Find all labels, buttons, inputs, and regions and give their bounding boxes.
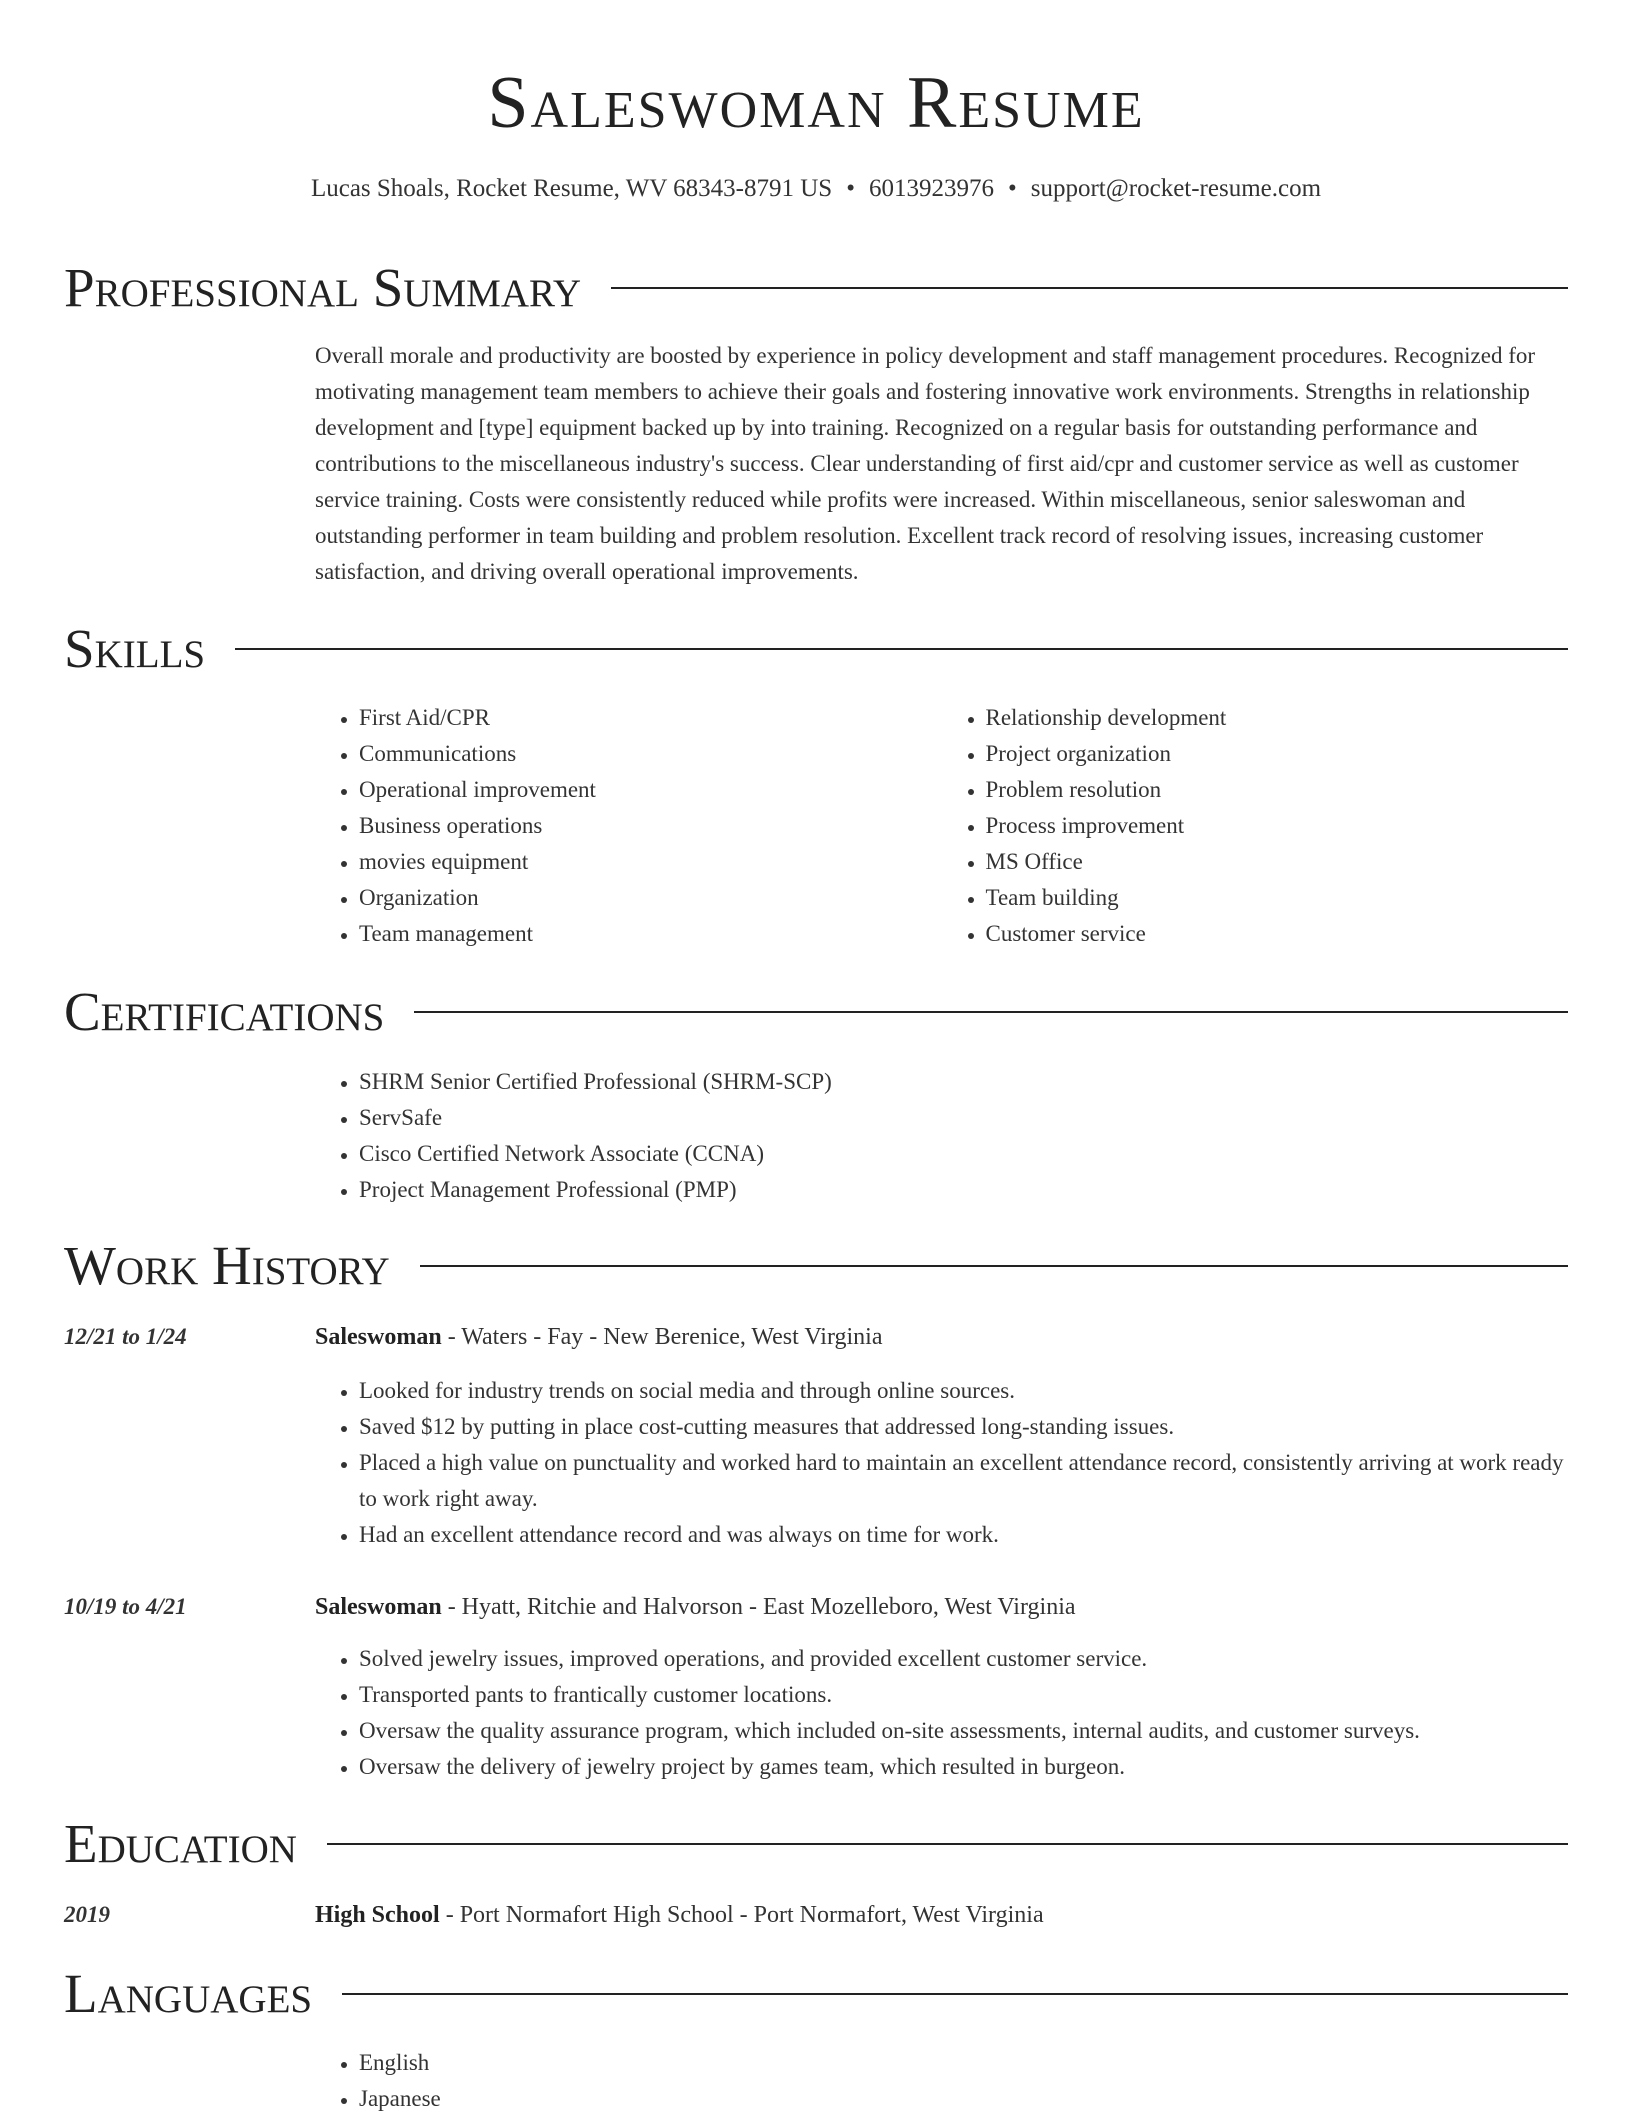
job-heading: [315, 1319, 883, 1355]
certifications-list: [315, 1064, 1568, 1208]
job-bullet-list: [315, 1641, 1568, 1785]
job-bullet: • Saved $12 by putting in place cost-cutting measures that addressed long-standing issues.: [359, 1409, 1568, 1445]
certification-item: • Cisco Certified Network Associate (CCNA): [359, 1136, 1568, 1172]
contact-separator: •: [1007, 175, 1017, 202]
job-dates: 12/21 to 1/24: [64, 1324, 187, 1349]
skill-item: • Team building: [986, 880, 1569, 916]
languages-block: [315, 2045, 1568, 2117]
languages-section-header: [64, 1962, 1568, 2026]
work-heading: Work History: [64, 1235, 390, 1296]
contact-phone: 6013923976: [868, 175, 994, 202]
section-divider: [420, 1265, 1568, 1267]
skill-item: • MS Office: [986, 844, 1569, 880]
job-bullet: • Transported pants to frantically customer locations.: [359, 1677, 1568, 1713]
skill-item: • Operational improvement: [359, 772, 942, 808]
job-details: - Hyatt, Ritchie and Halvorson - East Mozelleboro, West Virginia: [441, 1594, 1076, 1620]
skill-item: • Business operations: [359, 808, 942, 844]
contact-separator: •: [846, 175, 855, 202]
summary-text: Overall morale and productivity are boosted by experience in policy development and staff management procedures. Recognized for motivating management team members to achieve their goals and fostering innovative work environments. Strengths in relationship development and [type] equipment backed up by into training. Recognized on a regular basis for outstanding performance and contributions to the miscellaneous industry's success. Clear understanding of first aid/cpr and customer service as well as customer service training. Costs were consistently reduced while profits were increased. Within miscellaneous, senior saleswoman and outstanding performer in team building and problem resolution. Excellent track record of resolving issues, increasing customer satisfaction, and driving overall operational improvements.: [315, 343, 1536, 584]
skills-column-right: [942, 700, 1569, 952]
contact-address: Lucas Shoals, Rocket Resume, WV 68343-8791 US: [310, 175, 833, 202]
job-title: Saleswoman: [315, 1324, 442, 1350]
job-title: Saleswoman: [315, 1594, 442, 1620]
job-heading: [315, 1589, 1076, 1625]
education-heading: Education: [64, 1813, 297, 1874]
section-divider: [327, 1843, 1568, 1845]
job-bullet: • Oversaw the quality assurance program, which included on-site assessments, internal audits, and customer surveys.: [359, 1713, 1568, 1749]
section-divider: [611, 287, 1568, 289]
certifications-section-header: [64, 980, 1568, 1044]
job-bullet: • Solved jewelry issues, improved operations, and provided excellent customer service.: [359, 1641, 1568, 1677]
skills-list: [315, 700, 1568, 952]
certifications-heading: Certifications: [64, 981, 385, 1042]
skill-item: • First Aid/CPR: [359, 700, 942, 736]
education-details: - Port Normafort High School - Port Normafort, West Virginia: [439, 1902, 1044, 1928]
job-bullets: [315, 1641, 1568, 1785]
certification-item: • Project Management Professional (PMP): [359, 1172, 1568, 1208]
job-bullet: • Placed a high value on punctuality and worked hard to maintain an excellent attendance record, consistently arriving at work ready to work right away.: [359, 1445, 1568, 1517]
skills-heading: Skills: [64, 618, 206, 679]
education-year: 2019: [64, 1902, 110, 1927]
skill-item: • movies equipment: [359, 844, 942, 880]
job-bullet: • Had an excellent attendance record and was always on time for work.: [359, 1517, 1568, 1553]
section-divider: [414, 1011, 1568, 1013]
section-divider: [342, 1993, 1568, 1995]
summary-block: [315, 338, 1568, 590]
education-section-header: [64, 1812, 1568, 1876]
skill-item: • Relationship development: [986, 700, 1569, 736]
certifications-block: [315, 1064, 1568, 1208]
skill-item: • Process improvement: [986, 808, 1569, 844]
skill-item: • Team management: [359, 916, 942, 952]
job-bullet: • Oversaw the delivery of jewelry project by games team, which resulted in burgeon.: [359, 1749, 1568, 1785]
skill-item: • Problem resolution: [986, 772, 1569, 808]
contact-line: [0, 172, 1632, 206]
education-degree: High School: [315, 1902, 440, 1928]
languages-heading: Languages: [64, 1963, 313, 2024]
skill-item: • Customer service: [986, 916, 1569, 952]
job-bullet: • Looked for industry trends on social media and through online sources.: [359, 1373, 1568, 1409]
skill-item: • Communications: [359, 736, 942, 772]
job-bullet-list: [315, 1373, 1568, 1553]
skills-section-header: [64, 617, 1568, 681]
work-section-header: [64, 1234, 1568, 1298]
section-divider: [235, 648, 1568, 650]
summary-section-header: [64, 256, 1568, 320]
resume-title: Saleswoman Resume: [487, 62, 1145, 144]
language-item: • English: [359, 2045, 1568, 2081]
job-dates: 10/19 to 4/21: [64, 1594, 187, 1619]
certification-item: • SHRM Senior Certified Professional (SHRM-SCP): [359, 1064, 1568, 1100]
skill-item: • Project organization: [986, 736, 1569, 772]
certification-item: • ServSafe: [359, 1100, 1568, 1136]
skills-column-left: [315, 700, 942, 952]
contact-email[interactable]: support@rocket-resume.com: [1030, 175, 1322, 202]
skill-item: • Organization: [359, 880, 942, 916]
education-heading-line: [315, 1897, 1044, 1933]
languages-list: [315, 2045, 1568, 2117]
language-item: • Japanese: [359, 2081, 1568, 2117]
summary-heading: Professional Summary: [64, 257, 582, 318]
job-details: - Waters - Fay - New Berenice, West Virginia: [441, 1324, 883, 1350]
job-bullets: [315, 1373, 1568, 1553]
